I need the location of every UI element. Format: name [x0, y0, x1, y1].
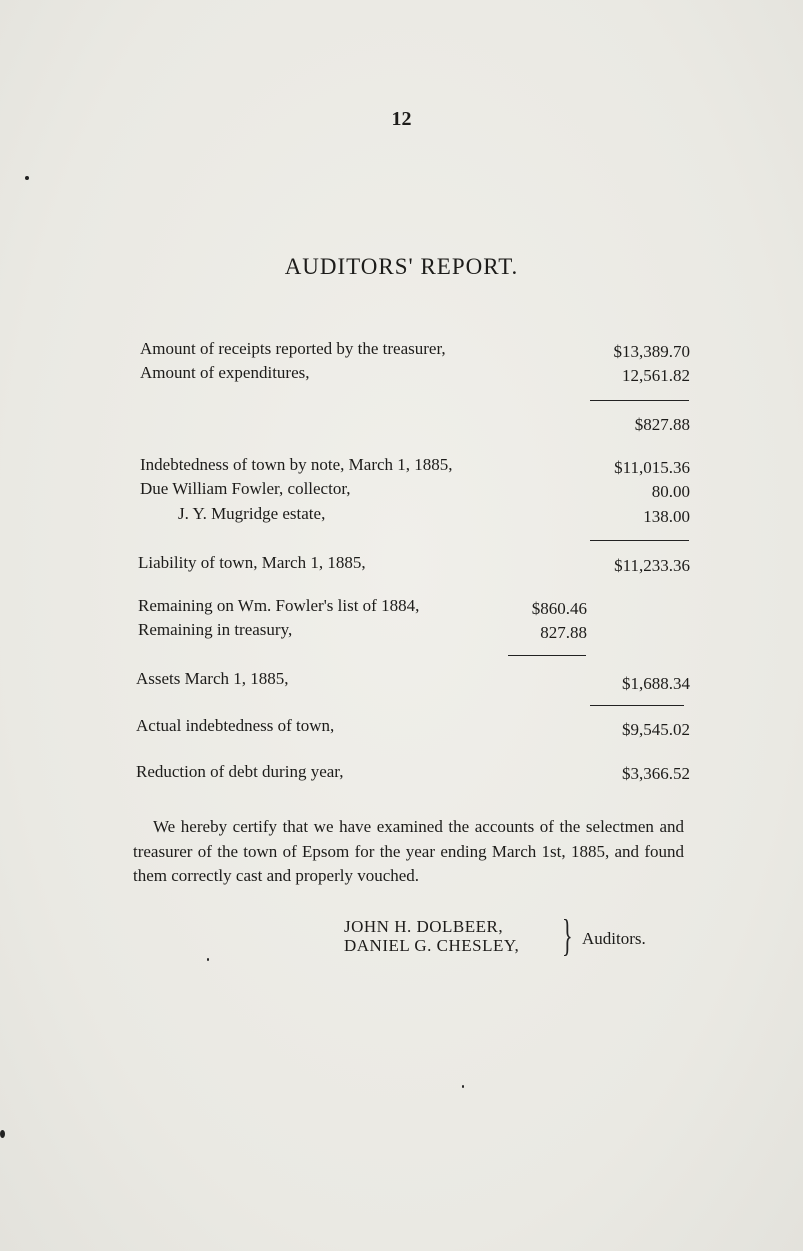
- line-label: Amount of expenditures,: [140, 363, 310, 382]
- line-label: J. Y. Mugridge estate,: [178, 504, 326, 523]
- line-label: Reduction of debt during year,: [136, 762, 344, 781]
- ink-speck: [462, 1085, 464, 1088]
- line-label: Actual indebtedness of town,: [136, 716, 335, 735]
- certification-text: We hereby certify that we have examined the accounts of the selectmen and treasurer of the town of Epsom for the year ending March 1st, 1885, and found them correctly cast and properly vouched.: [133, 817, 684, 885]
- sum-rule: [590, 540, 689, 541]
- signature-dolbeer: JOHN H. DOLBEER,: [344, 917, 504, 936]
- ink-speck: [207, 958, 209, 961]
- line-amount: $9,545.02: [622, 720, 690, 739]
- sum-rule: [508, 655, 586, 656]
- line-amount: 80.00: [651, 482, 690, 501]
- ink-speck: [25, 176, 29, 180]
- sum-rule: [590, 400, 689, 401]
- line-label: Remaining on Wm. Fowler's list of 1884,: [138, 596, 420, 615]
- sum-rule: [590, 705, 684, 706]
- line-amount: $860.46: [531, 599, 587, 618]
- line-label: Remaining in treasury,: [138, 620, 293, 639]
- line-amount: 138.00: [643, 507, 690, 526]
- page-number: 12: [391, 108, 412, 130]
- line-label: Liability of town, March 1, 1885,: [138, 553, 366, 572]
- line-amount: $13,389.70: [613, 342, 690, 361]
- certification-paragraph: [133, 815, 684, 889]
- line-amount: 12,561.82: [622, 366, 690, 385]
- line-amount: $11,233.36: [614, 556, 690, 575]
- line-label: Assets March 1, 1885,: [136, 669, 289, 688]
- line-label: Amount of receipts reported by the treasurer,: [140, 339, 446, 358]
- line-label: Due William Fowler, collector,: [140, 479, 351, 498]
- line-amount: $3,366.52: [622, 764, 690, 783]
- brace-icon: }: [562, 911, 573, 960]
- line-amount: $1,688.34: [622, 674, 690, 693]
- ink-speck: [0, 1130, 5, 1138]
- line-amount: $11,015.36: [614, 458, 690, 477]
- line-amount: $827.88: [634, 415, 690, 434]
- signature-chesley: DANIEL G. CHESLEY,: [344, 936, 520, 955]
- line-amount: 827.88: [540, 623, 587, 642]
- signature-role: Auditors.: [582, 929, 646, 948]
- report-title: AUDITORS' REPORT.: [284, 254, 519, 279]
- line-label: Indebtedness of town by note, March 1, 1885,: [140, 455, 453, 474]
